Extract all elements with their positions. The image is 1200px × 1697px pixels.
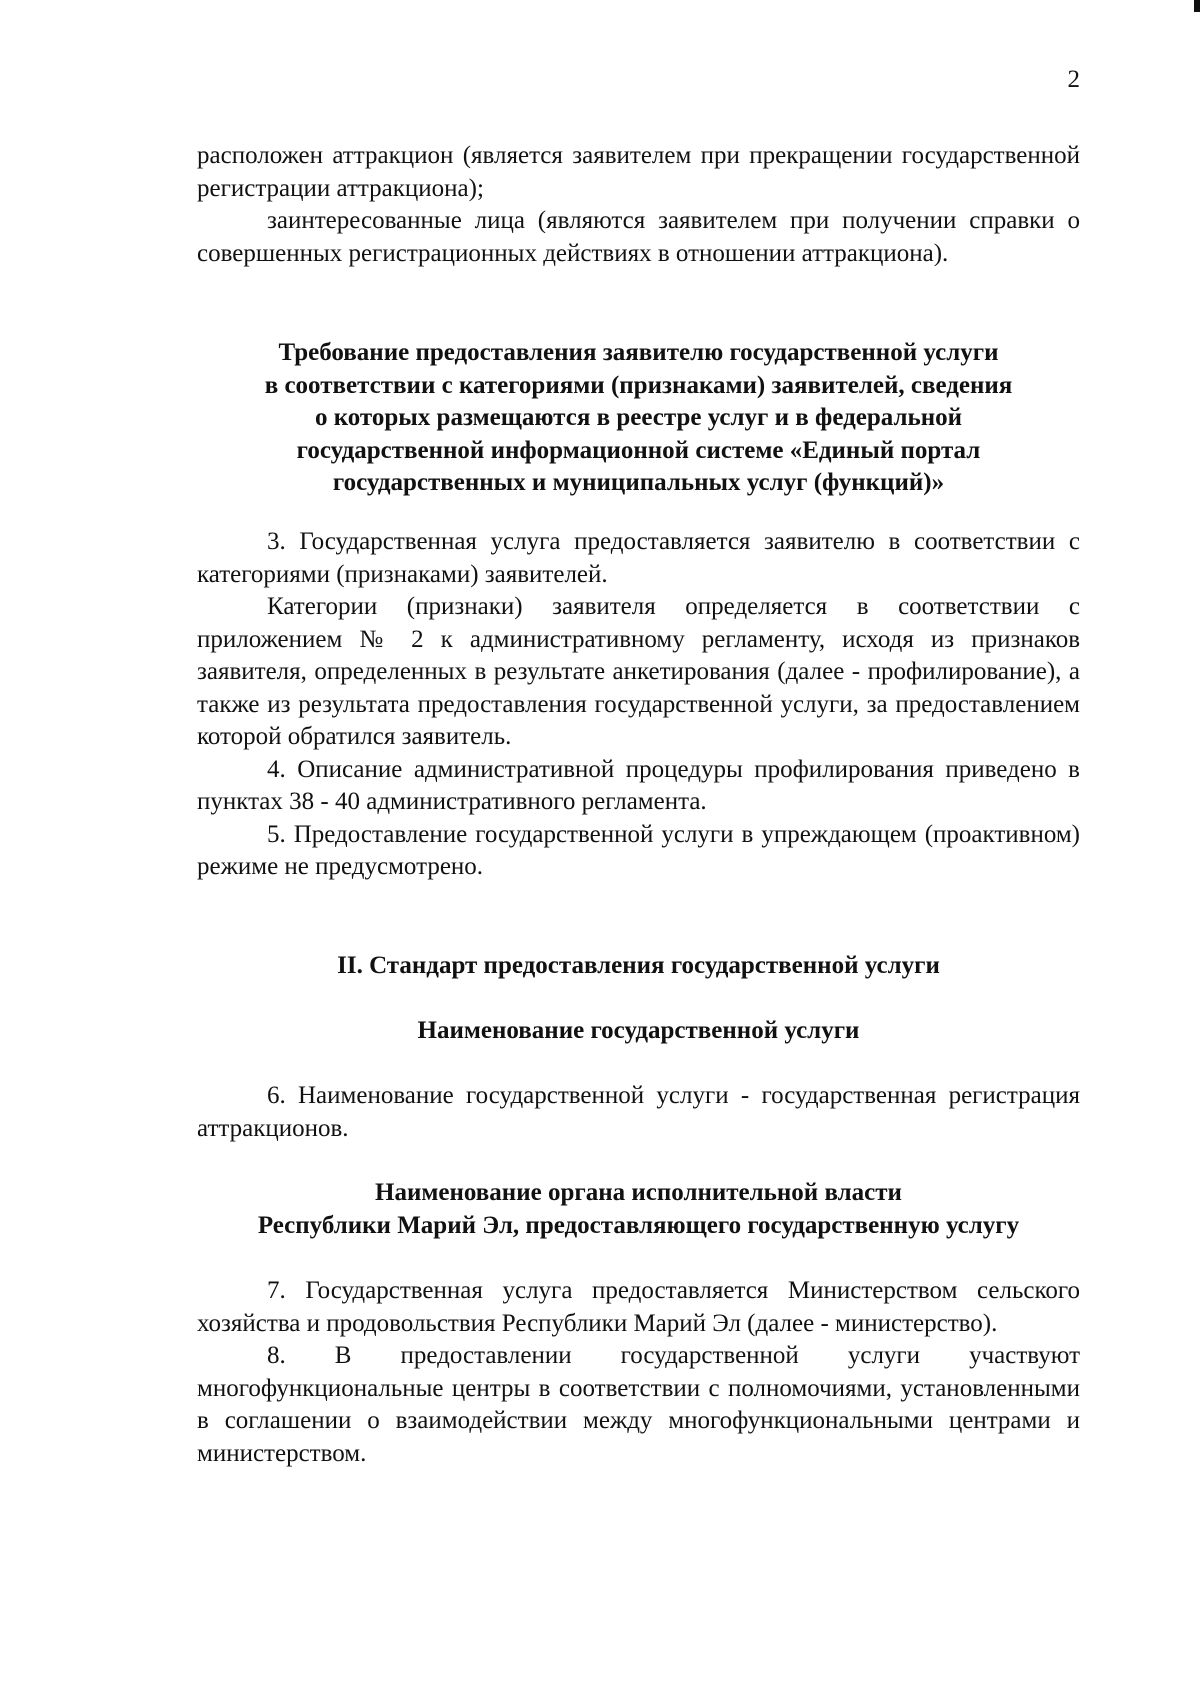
page-number: 2: [1067, 66, 1080, 93]
paragraph-3: 3. Государственная услуга предоставляется заявителю в соответствии с категориями (признаками) заявителей.: [197, 528, 1080, 588]
intro-paragraph-2: заинтересованные лица (являются заявителем при получении справки о совершенных регистрационных действиях в отношении аттракциона).: [197, 207, 1080, 267]
heading-service-name-text: Наименование государственной услуги: [417, 1017, 860, 1044]
heading-service-name: [197, 1015, 1080, 1048]
heading-authority-line-1: Наименование органа исполнительной власти: [375, 1179, 902, 1206]
heading-standard: [197, 950, 1080, 983]
paragraph-8: 8. В предоставлении государственной услуги участвуют многофункциональные центры в соответствии с полномочиями, установленными в соглашении о взаимодействии между многофункциональными центрами и министерством.: [197, 1342, 1080, 1467]
heading-standard-text: II. Стандарт предоставления государственной услуги: [337, 952, 940, 979]
section-authority: [197, 1275, 1080, 1470]
section-service-name: [197, 1080, 1080, 1145]
paragraph-5: 5. Предоставление государственной услуги в упреждающем (проактивном) режиме не предусмотрено.: [197, 820, 1080, 880]
paragraph-7: 7. Государственная услуга предоставляется Министерством сельского хозяйства и продовольствия Республики Марий Эл (далее - министерство).: [197, 1277, 1080, 1337]
heading-requirement-line-2: в соответствии с категориями (признаками) заявителей, сведения: [264, 371, 1013, 399]
paragraph-categories: Категории (признаки) заявителя определяется в соответствии с приложением № 2 к административному регламенту, исходя из признаков заявителя, определенных в результате анкетирования (далее - профилирование), а также из результата предоставления государственной услуги, за предоставлением которой обратился заявитель.: [197, 593, 1080, 750]
heading-requirement-line-4: государственной информационной системе «Единый портал: [296, 436, 981, 464]
section-applicants: [197, 526, 1080, 884]
heading-requirement-line-1: Требование предоставления заявителю государственной услуги: [278, 339, 999, 366]
scan-edge-mark: [1194, 0, 1200, 12]
paragraph-6: 6. Наименование государственной услуги - государственная регистрация аттракционов.: [197, 1082, 1080, 1142]
heading-authority: [197, 1177, 1080, 1242]
heading-requirement-line-3: о которых размещаются в реестре услуг и в федеральной: [314, 404, 963, 431]
paragraph-4: 4. Описание административной процедуры профилирования приведено в пунктах 38 - 40 административного регламента.: [197, 755, 1080, 815]
heading-authority-line-2: Республики Марий Эл, предоставляющего государственную услугу: [257, 1211, 1020, 1239]
intro-block: [197, 140, 1080, 270]
heading-requirement-line-5: государственных и муниципальных услуг (функций)»: [332, 469, 945, 496]
intro-paragraph-1: расположен аттракцион (является заявителем при прекращении государственной регистрации аттракциона);: [197, 142, 1080, 202]
heading-requirement: [197, 337, 1080, 500]
